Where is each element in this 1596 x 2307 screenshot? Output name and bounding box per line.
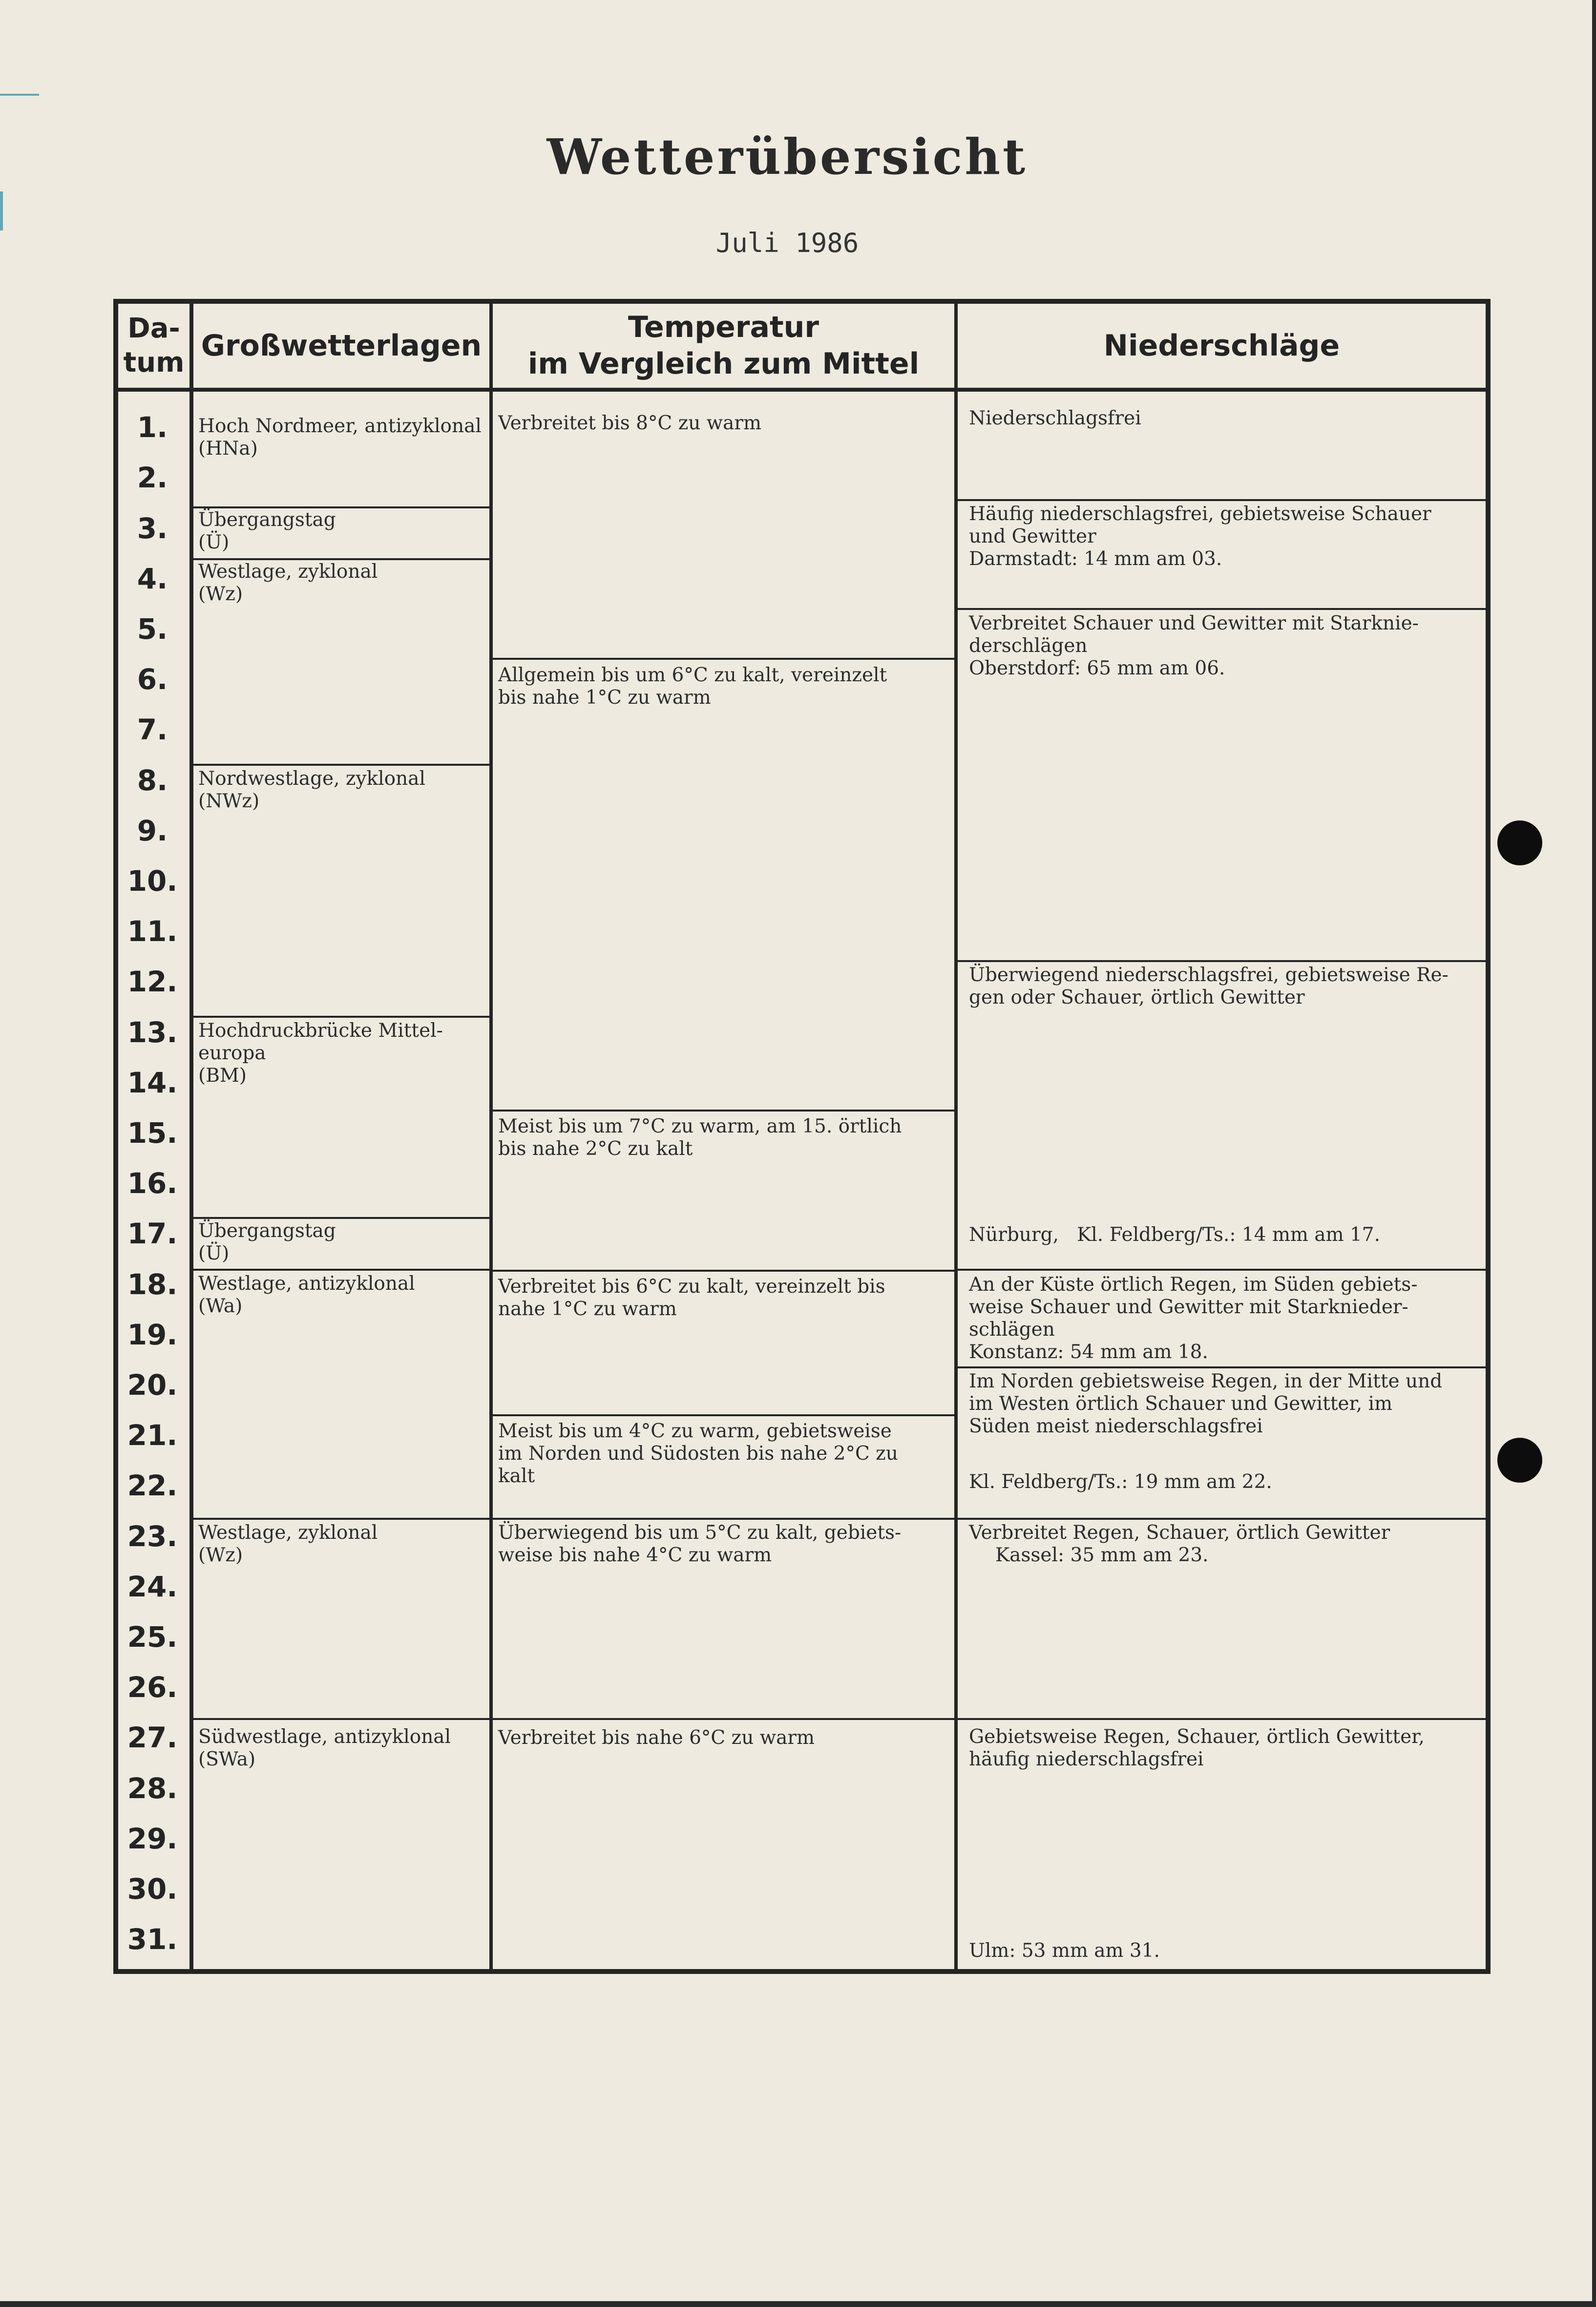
row-divider <box>958 1518 1486 1520</box>
entry-line: (Wz) <box>198 583 243 605</box>
edge-mark <box>0 191 3 231</box>
row-divider <box>493 1270 954 1272</box>
entry-line: häufig niederschlagsfrei <box>969 1748 1204 1770</box>
header-grosswetterlagen <box>193 304 489 388</box>
entry-line: Oberstdorf: 65 mm am 06. <box>969 657 1225 679</box>
entry-line: schlägen <box>969 1319 1055 1341</box>
entry-line: bis nahe 1°C zu warm <box>498 687 711 709</box>
header-temperatur-line1: Temperatur <box>628 310 819 344</box>
row-divider <box>958 608 1486 610</box>
row-divider <box>193 1718 489 1720</box>
wetterlage-entry <box>198 1273 415 1318</box>
row-divider <box>193 1217 489 1219</box>
temperatur-entry <box>498 664 887 709</box>
entry-line: Ulm: 53 mm am 31. <box>969 1940 1160 1962</box>
day-number: 5. <box>137 612 168 646</box>
entry-line: Westlage, zyklonal <box>198 1522 378 1544</box>
entry-line: kalt <box>498 1465 535 1487</box>
day-number: 31. <box>127 1923 178 1956</box>
day-number: 8. <box>137 764 168 797</box>
day-number: 16. <box>127 1167 178 1200</box>
header-datum-line1: Da- <box>127 313 180 344</box>
entry-line: nahe 1°C zu warm <box>498 1298 677 1320</box>
row-divider <box>958 960 1486 962</box>
header-niederschlaege <box>958 304 1486 388</box>
entry-line: Westlage, zyklonal <box>198 561 378 583</box>
entry-line: Verbreitet bis 8°C zu warm <box>498 412 762 434</box>
entry-line: europa <box>198 1042 266 1064</box>
niederschlag-entry <box>969 503 1431 570</box>
niederschlag-note <box>969 1471 1272 1493</box>
entry-line: (Wz) <box>198 1544 243 1566</box>
row-divider <box>958 1366 1486 1368</box>
entry-line: Verbreitet bis 6°C zu kalt, vereinzelt bis <box>498 1276 885 1298</box>
day-number: 11. <box>127 915 178 948</box>
day-number: 18. <box>127 1268 178 1301</box>
day-number: 15. <box>127 1116 178 1150</box>
entry-line: Nürburg, Kl. Feldberg/Ts.: 14 mm am 17. <box>969 1224 1380 1246</box>
row-divider <box>958 499 1486 501</box>
row-divider <box>193 558 489 560</box>
wetterlage-entry <box>198 1726 451 1771</box>
temperatur-entry <box>498 1276 885 1321</box>
entry-line: Überwiegend niederschlagsfrei, gebietsweise Re- <box>969 964 1449 986</box>
entry-line: An der Küste örtlich Regen, im Süden gebiets- <box>969 1274 1418 1296</box>
entry-line: (SWa) <box>198 1748 256 1770</box>
entry-line: (Wa) <box>198 1295 243 1317</box>
header-niederschlaege-label: Niederschläge <box>1103 328 1340 363</box>
entry-line: bis nahe 2°C zu kalt <box>498 1138 693 1160</box>
header-datum-line2: tum <box>123 347 185 378</box>
day-number: 4. <box>137 562 168 595</box>
entry-line: im Norden und Südosten bis nahe 2°C zu <box>498 1443 898 1465</box>
wetterlage-entry <box>198 509 336 554</box>
entry-line: weise bis nahe 4°C zu warm <box>498 1544 772 1566</box>
wetterlage-entry <box>198 768 425 813</box>
row-divider <box>493 1110 954 1112</box>
day-number: 14. <box>127 1066 178 1099</box>
day-number: 20. <box>127 1368 178 1402</box>
entry-line: Süden meist niederschlagsfrei <box>969 1415 1263 1437</box>
column-divider <box>189 299 193 1974</box>
row-divider <box>958 1269 1486 1271</box>
entry-line: Meist bis um 7°C zu warm, am 15. örtlich <box>498 1115 902 1137</box>
column-divider <box>489 299 493 1974</box>
entry-line: Niederschlagsfrei <box>969 407 1141 429</box>
header-temperatur <box>493 304 954 388</box>
day-number: 22. <box>127 1469 178 1502</box>
row-divider <box>193 764 489 766</box>
edge-mark <box>0 94 39 96</box>
entry-line: (HNa) <box>198 438 258 460</box>
temperatur-entry <box>498 1727 815 1749</box>
row-divider <box>193 1269 489 1271</box>
day-number: 7. <box>137 713 168 746</box>
entry-line: Übergangstag <box>198 1220 336 1242</box>
day-number: 19. <box>127 1318 178 1351</box>
row-divider <box>493 658 954 660</box>
niederschlag-entry <box>969 1274 1418 1363</box>
niederschlag-entry <box>969 1370 1442 1438</box>
day-number: 27. <box>127 1721 178 1754</box>
temperatur-entry <box>498 1522 901 1567</box>
entry-line: Verbreitet bis nahe 6°C zu warm <box>498 1727 815 1749</box>
day-number: 13. <box>127 1016 178 1049</box>
entry-line: Häufig niederschlagsfrei, gebietsweise Schauer <box>969 503 1431 525</box>
header-datum <box>118 304 189 388</box>
niederschlag-note <box>969 1224 1380 1246</box>
niederschlag-note <box>969 1940 1160 1962</box>
temperatur-entry <box>498 1420 898 1488</box>
wetterlage-entry <box>198 1522 378 1567</box>
entry-line: Allgemein bis um 6°C zu kalt, vereinzelt <box>498 664 887 686</box>
entry-line: Verbreitet Regen, Schauer, örtlich Gewitter <box>969 1522 1390 1544</box>
wetterlage-entry <box>198 1020 443 1087</box>
day-number: 2. <box>137 461 168 494</box>
column-divider <box>954 299 958 1974</box>
row-divider <box>958 1718 1486 1720</box>
temperatur-entry <box>498 412 761 435</box>
day-number: 9. <box>137 814 168 847</box>
row-divider <box>193 1016 489 1018</box>
entry-line: Verbreitet Schauer und Gewitter mit Starknie- <box>969 612 1419 634</box>
entry-line: Darmstadt: 14 mm am 03. <box>969 548 1222 570</box>
day-number: 17. <box>127 1217 178 1250</box>
day-number: 23. <box>127 1520 178 1553</box>
day-number: 25. <box>127 1620 178 1654</box>
temperatur-entry <box>498 1115 902 1160</box>
entry-line: Übergangstag <box>198 509 336 531</box>
entry-line: weise Schauer und Gewitter mit Starknieder- <box>969 1296 1408 1318</box>
niederschlag-entry <box>969 1522 1390 1567</box>
punch-hole <box>1497 1438 1542 1483</box>
wetterlage-entry <box>198 561 378 606</box>
wetterlage-entry <box>198 415 482 460</box>
entry-line: Überwiegend bis um 5°C zu kalt, gebiets- <box>498 1522 902 1544</box>
entry-line: (Ü) <box>198 1242 230 1264</box>
entry-line: und Gewitter <box>969 525 1096 547</box>
entry-line: Meist bis um 4°C zu warm, gebietsweise <box>498 1420 892 1442</box>
entry-line: Westlage, antizyklonal <box>198 1273 415 1295</box>
day-number: 10. <box>127 864 178 898</box>
punch-hole <box>1497 820 1542 865</box>
entry-line: Hochdruckbrücke Mittel- <box>198 1020 443 1042</box>
entry-line: (NWz) <box>198 790 260 812</box>
entry-line: Konstanz: 54 mm am 18. <box>969 1341 1208 1363</box>
entry-line: Nordwestlage, zyklonal <box>198 768 425 790</box>
entry-line: (BM) <box>198 1065 247 1087</box>
entry-line: Südwestlage, antizyklonal <box>198 1726 451 1748</box>
wetterlage-entry <box>198 1220 336 1265</box>
header-divider <box>113 388 1491 392</box>
niederschlag-entry <box>969 964 1449 1009</box>
weather-table <box>113 299 1491 1974</box>
day-number: 6. <box>137 663 168 696</box>
entry-line: Kassel: 35 mm am 23. <box>995 1544 1209 1566</box>
day-number: 24. <box>127 1570 178 1603</box>
row-divider <box>493 1718 954 1720</box>
entry-line: derschlägen <box>969 635 1088 657</box>
niederschlag-entry <box>969 1726 1425 1771</box>
day-number: 30. <box>127 1872 178 1906</box>
day-number: 21. <box>127 1419 178 1452</box>
day-number: 28. <box>127 1772 178 1805</box>
day-number: 3. <box>137 512 168 545</box>
header-temperatur-line2: im Vergleich zum Mittel <box>527 347 920 381</box>
day-number: 12. <box>127 965 178 998</box>
row-divider <box>493 1518 954 1520</box>
entry-line: Kl. Feldberg/Ts.: 19 mm am 22. <box>969 1471 1272 1493</box>
entry-line: (Ü) <box>198 531 230 553</box>
entry-line: Im Norden gebietsweise Regen, in der Mitte und <box>969 1370 1443 1392</box>
page-title: Wetterübersicht <box>546 128 1028 186</box>
entry-line: Hoch Nordmeer, antizyklonal <box>198 415 482 437</box>
day-number: 29. <box>127 1822 178 1855</box>
entry-line: Gebietsweise Regen, Schauer, örtlich Gewitter, <box>969 1726 1425 1748</box>
day-number: 1. <box>137 411 168 444</box>
header-grosswetterlagen-label: Großwetterlagen <box>201 328 482 363</box>
day-number: 26. <box>127 1671 178 1704</box>
entry-line: gen oder Schauer, örtlich Gewitter <box>969 986 1305 1008</box>
niederschlag-entry <box>969 407 1141 430</box>
row-divider <box>193 1518 489 1520</box>
row-divider <box>193 506 489 508</box>
page-subtitle: Juli 1986 <box>715 228 859 258</box>
row-divider <box>493 1414 954 1416</box>
niederschlag-entry <box>969 612 1419 680</box>
entry-line: im Westen örtlich Schauer und Gewitter, im <box>969 1393 1393 1415</box>
